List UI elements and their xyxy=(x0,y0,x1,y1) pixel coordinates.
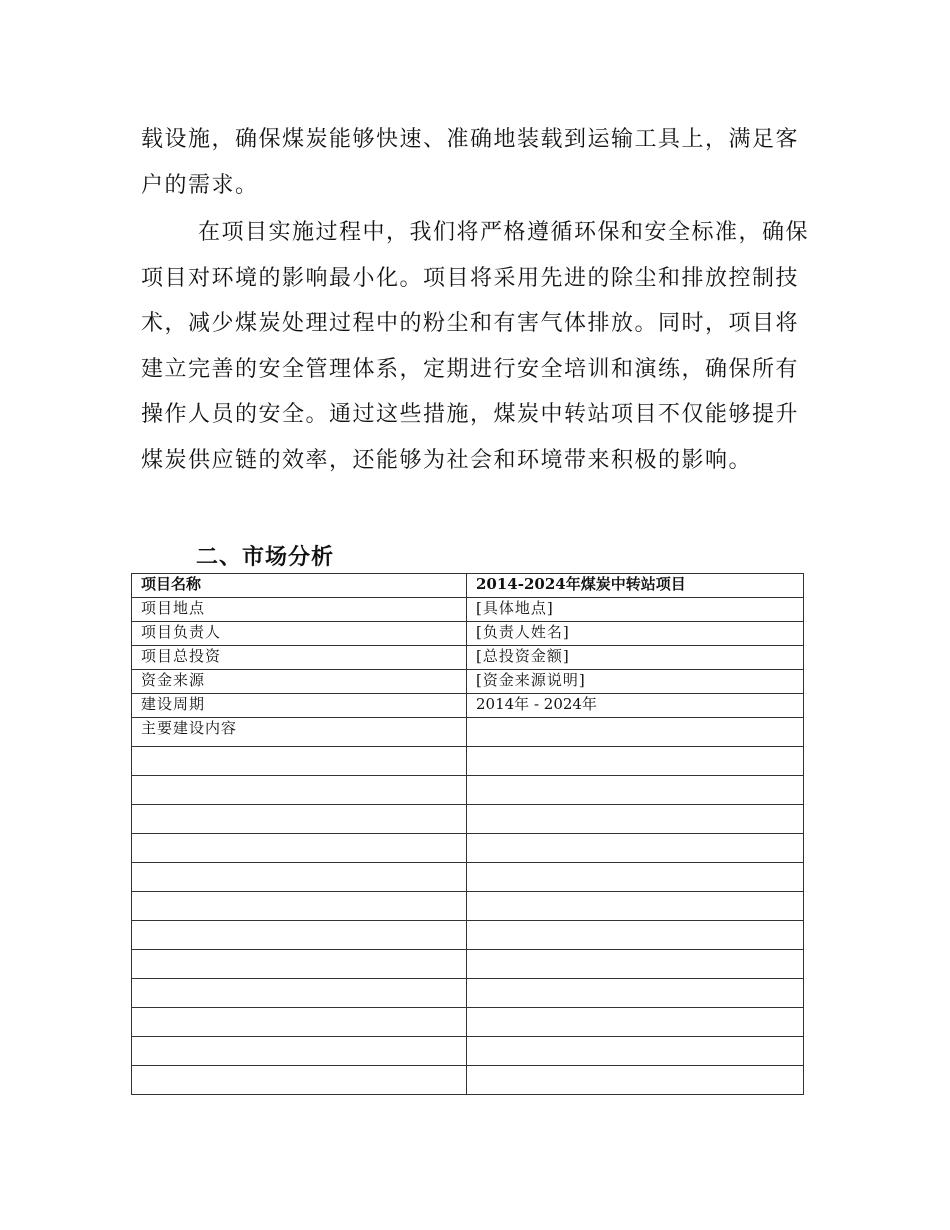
table-cell-label xyxy=(132,805,467,834)
table-cell-value: [资金来源说明] xyxy=(467,670,804,694)
table-cell-value xyxy=(467,834,804,863)
table-cell-value: [负责人姓名] xyxy=(467,622,804,646)
table-cell-value: [总投资金额] xyxy=(467,646,804,670)
table-cell-value xyxy=(467,776,804,805)
table-cell-value: 2014-2024年煤炭中转站项目 xyxy=(467,574,804,598)
table-cell-label xyxy=(132,776,467,805)
table-row xyxy=(132,747,804,776)
table-cell-value: [具体地点] xyxy=(467,598,804,622)
table-cell-value xyxy=(467,1066,804,1095)
table-row xyxy=(132,950,804,979)
table-header-row xyxy=(132,574,804,598)
table-cell-label xyxy=(132,950,467,979)
table-cell-label xyxy=(132,1066,467,1095)
project-info-table xyxy=(131,573,804,1095)
table-cell-label xyxy=(132,1037,467,1066)
table-cell-value xyxy=(467,979,804,1008)
table-cell-value xyxy=(467,1008,804,1037)
table-row xyxy=(132,863,804,892)
table-cell-label xyxy=(132,834,467,863)
table-row xyxy=(132,805,804,834)
section-title: 二、市场分析 xyxy=(196,545,335,570)
table-cell-label xyxy=(132,892,467,921)
table-row xyxy=(132,1037,804,1066)
table-cell-value xyxy=(467,921,804,950)
table-cell-label xyxy=(132,921,467,950)
table-row xyxy=(132,646,804,670)
table-row xyxy=(132,1008,804,1037)
table-row xyxy=(132,834,804,863)
table-cell-label xyxy=(132,863,467,892)
table-row xyxy=(132,718,804,747)
table-row xyxy=(132,598,804,622)
table-cell-label: 项目地点 xyxy=(132,598,467,622)
body-paragraph-1: 载设施，确保煤炭能够快速、准确地装载到运输工具上，满足客户的需求。 xyxy=(141,127,800,198)
table-cell-label: 项目负责人 xyxy=(132,622,467,646)
table-cell-value xyxy=(467,863,804,892)
table-cell-value xyxy=(467,950,804,979)
table-cell-label: 主要建设内容 xyxy=(132,718,467,747)
table-row xyxy=(132,979,804,1008)
table-row xyxy=(132,694,804,718)
body-paragraph-2: 在项目实施过程中，我们将严格遵循环保和安全标准，确保项目对环境的影响最小化。项目将采用先进的除尘和排放控制技术，减少煤炭处理过程中的粉尘和有害气体排放。同时，项目将建立完善的安全管理体系，定期进行安全培训和演练，确保所有操作人员的安全。通过这些措施，煤炭中转站项目不仅能够提升煤炭供应链的效率，还能够为社会和环境带来积极的影响。 xyxy=(141,220,810,473)
table-cell-value: 2014年 - 2024年 xyxy=(467,694,804,718)
table-cell-value xyxy=(467,1037,804,1066)
table-row xyxy=(132,921,804,950)
table-cell-label xyxy=(132,1008,467,1037)
table-cell-label xyxy=(132,747,467,776)
table-cell-value xyxy=(467,892,804,921)
table-row xyxy=(132,622,804,646)
table-cell-value xyxy=(467,718,804,747)
table-row xyxy=(132,670,804,694)
table-cell-value xyxy=(467,747,804,776)
table-cell-label: 项目名称 xyxy=(132,574,467,598)
table-row xyxy=(132,776,804,805)
table-cell-label: 项目总投资 xyxy=(132,646,467,670)
table-cell-label: 资金来源 xyxy=(132,670,467,694)
table-row xyxy=(132,1066,804,1095)
table-row xyxy=(132,892,804,921)
table-cell-label xyxy=(132,979,467,1008)
table-cell-value xyxy=(467,805,804,834)
table-cell-label: 建设周期 xyxy=(132,694,467,718)
